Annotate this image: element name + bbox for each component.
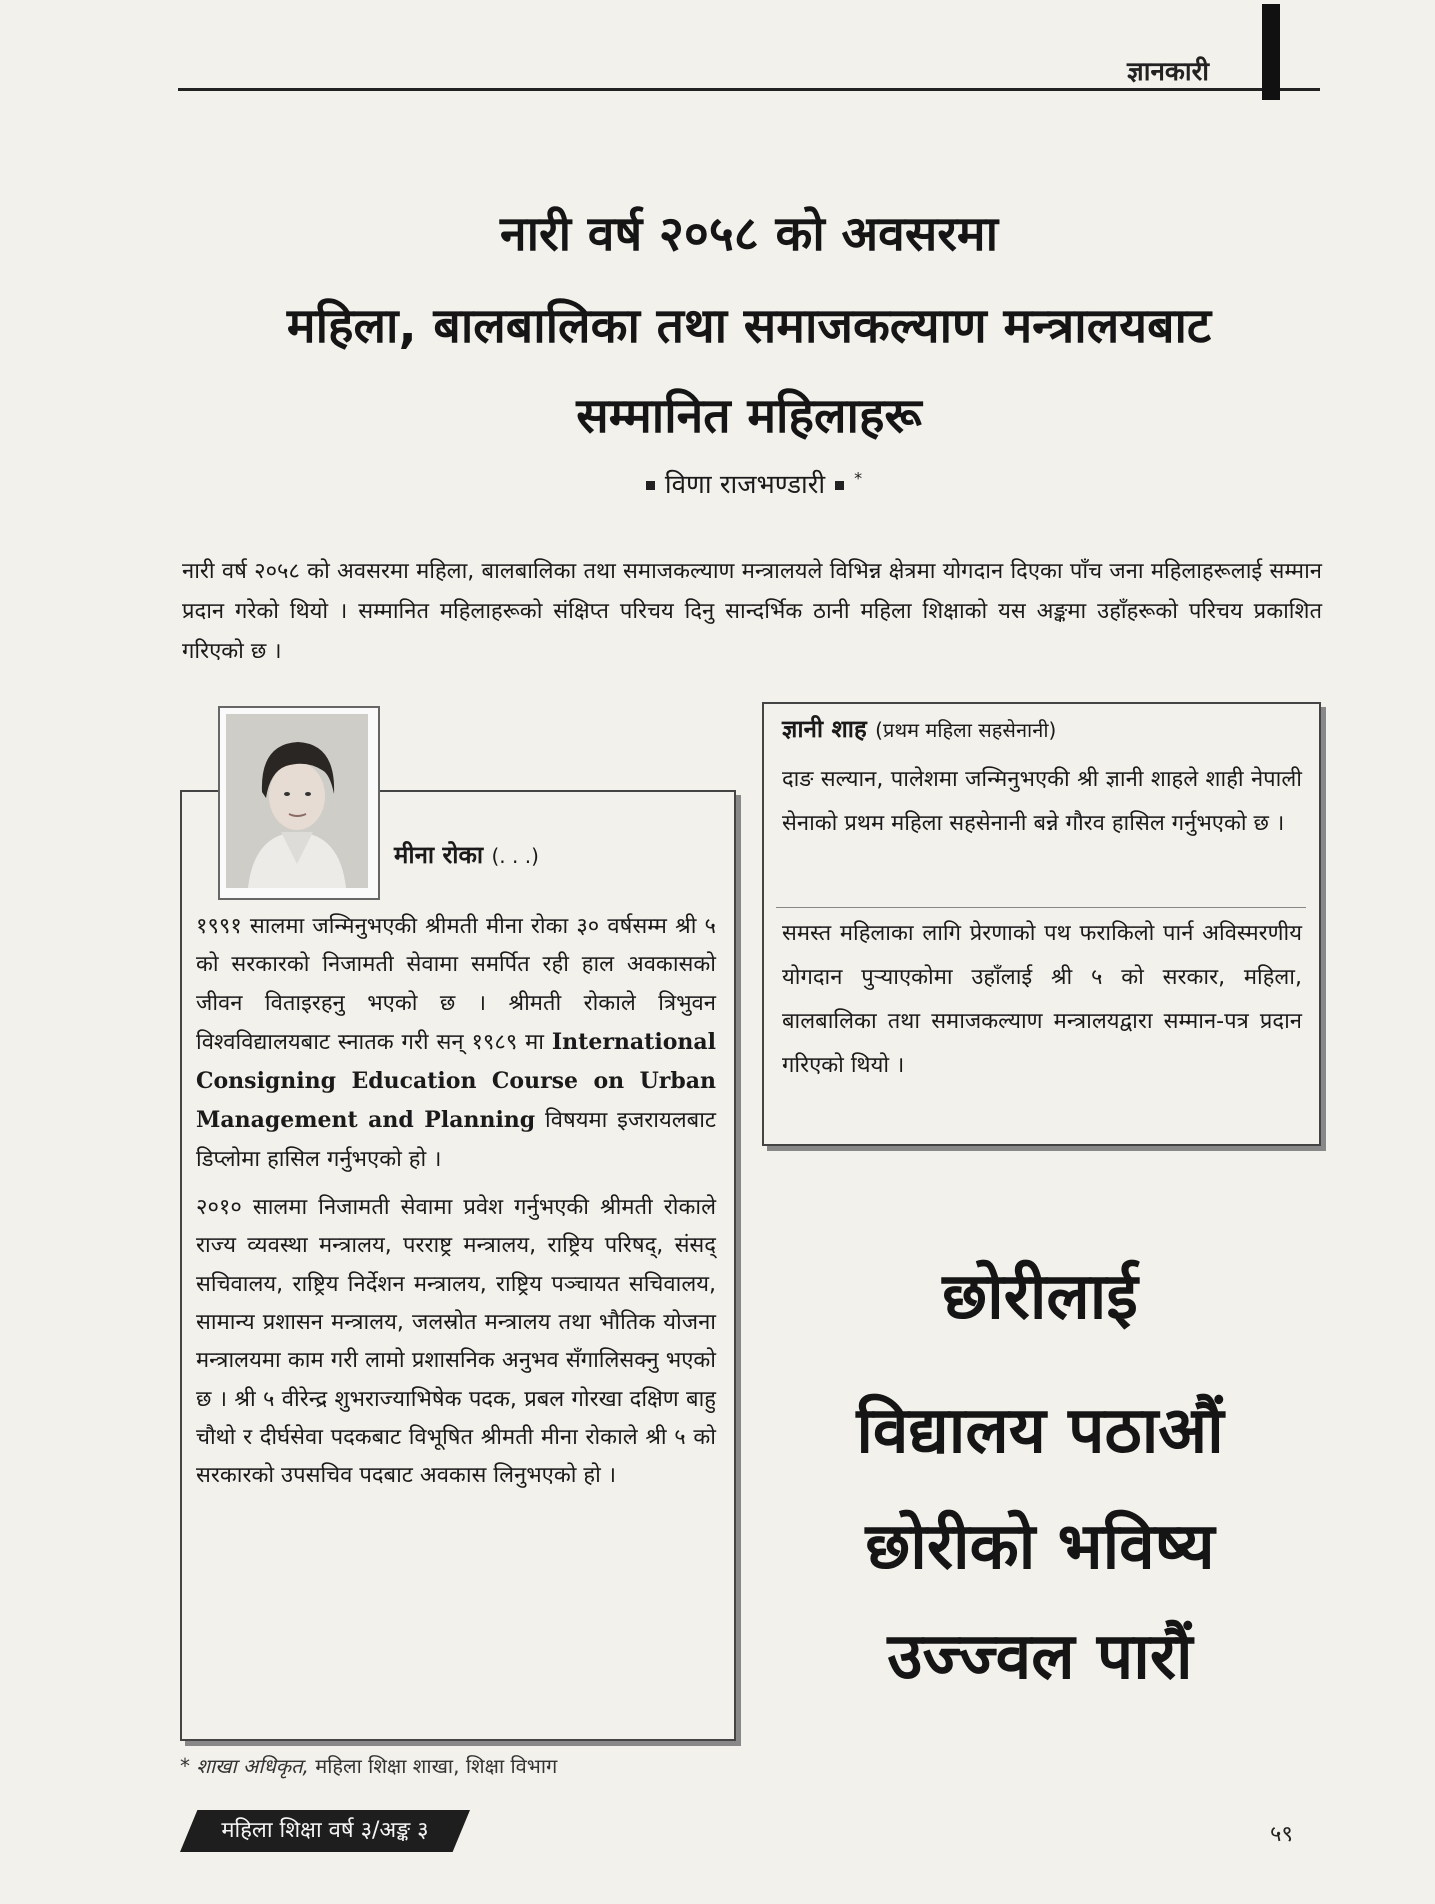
author-name: विणा राजभण्डारी [664, 470, 826, 500]
author-footnote [180, 1752, 557, 1779]
bullet-square-icon [646, 481, 655, 490]
meena-name: मीना रोका [394, 841, 484, 869]
section-label: ज्ञानकारी [1127, 57, 1209, 87]
slogan-line-3: छोरीको भविष्य [865, 1510, 1215, 1584]
gyani-name-heading [782, 712, 1056, 745]
gyani-divider [776, 907, 1306, 908]
meena-profile-text [196, 908, 716, 1505]
meena-name-suffix: (. . .) [491, 844, 539, 868]
gyani-name-suffix: (प्रथम महिला सहसेनानी) [875, 718, 1057, 742]
gyani-paragraph-1: दाङ सल्यान, पालेशमा जन्मिनुभएकी श्री ज्ञानी शाहले शाही नेपाली सेनाको प्रथम महिला सहसेनानी बन्ने गौरव हासिल गर्नुभएको छ । [782, 767, 1302, 836]
page-number: ५९ [1270, 1822, 1293, 1847]
slogan-line-2: विद्यालय पठाऔं [856, 1394, 1224, 1468]
title-line-3: सम्मानित महिलाहरू [576, 388, 922, 444]
slogan-line-1: छोरीलाई [942, 1260, 1138, 1334]
meena-p1-part-a: १९९१ सालमा जन्मिनुभएकी श्रीमती मीना रोका ३० वर्षसम्म श्री ५ को सरकारको निजामती सेवामा समर्पित रही हाल अवकासको जीवन विताइरहनु भएको छ । श्रीमती रोकाले त्रिभुवन विश्वविद्यालयबाट स्नातक गरी सन् १९८९ मा [196, 914, 716, 1055]
bullet-square-icon [835, 481, 844, 490]
header-bar [1262, 4, 1280, 100]
footnote-star-icon: * [854, 468, 863, 488]
gyani-paragraph-2: समस्त महिलाका लागि प्रेरणाको पथ फराकिलो पार्न अविस्मरणीय योगदान पुऱ्याएकोमा उहाँलाई श्री ५ को सरकार, महिला, बालबालिका तथा समाजकल्याण मन्त्रालयद्वारा सम्मान-पत्र प्रदान गरिएको थियो । [782, 921, 1302, 1078]
meena-paragraph-2: २०१० सालमा निजामती सेवामा प्रवेश गर्नुभएकी श्रीमती रोकाले राज्य व्यवस्था मन्त्रालय, परराष्ट्र मन्त्रालय, राष्ट्रिय परिषद्, संसद् सचिवालय, राष्ट्रिय निर्देशन मन्त्रालय, राष्ट्रिय पञ्चायत सचिवालय, सामान्य प्रशासन मन्त्रालय, जलस्रोत मन्त्रालय तथा भौतिक योजना मन्त्रालयमा काम गरी लामो प्रशासनिक अनुभव सँगालिसक्नु भएको छ । श्री ५ वीरेन्द्र शुभराज्याभिषेक पदक, प्रबल गोरखा दक्षिण बाहु चौथो र दीर्घसेवा पदकबाट विभूषित श्रीमती मीना रोकाले श्री ५ को सरकारको उपसचिव पदबाट अवकास लिनुभएको हो । [196, 1195, 716, 1489]
publication-label: महिला शिक्षा वर्ष ३/अङ्क ३ [221, 1818, 429, 1843]
meena-course-title: International Consigning Education Course on Urban Management and Planning [196, 1028, 716, 1134]
author-byline [178, 465, 1320, 501]
header-rule [178, 88, 1320, 91]
intro-paragraph: नारी वर्ष २०५८ को अवसरमा महिला, बालबालिका तथा समाजकल्याण मन्त्रालयले विभिन्न क्षेत्रमा योगदान दिएका पाँच जना महिलाहरूलाई सम्मान प्रदान गरेको थियो । सम्मानित महिलाहरूको संक्षिप्त परिचय दिनु सान्दर्भिक ठानी महिला शिक्षाको यस अङ्कमा उहाँहरूको परिचय प्रकाशित गरिएको छ । [182, 559, 1322, 664]
slogan-line-4: उज्ज्वल पारौं [887, 1620, 1193, 1694]
portrait-photo [226, 714, 368, 888]
meena-name-heading [394, 838, 539, 871]
meena-paragraph-1 [196, 908, 716, 1179]
footnote-star-icon: * [180, 1754, 190, 1778]
meena-p1-part-b: विषयमा इजरायलबाट डिप्लोमा हासिल गर्नुभएको हो । [196, 1108, 716, 1172]
portrait-icon [226, 714, 368, 888]
footnote-role: शाखा अधिकृत, [196, 1754, 309, 1778]
title-line-1: नारी वर्ष २०५८ को अवसरमा [499, 206, 999, 262]
gyani-name: ज्ञानी शाह [782, 715, 867, 743]
title-line-2: महिला, बालबालिका तथा समाजकल्याण मन्त्रालयबाट [286, 298, 1212, 354]
footnote-office: महिला शिक्षा शाखा, शिक्षा विभाग [315, 1754, 558, 1778]
